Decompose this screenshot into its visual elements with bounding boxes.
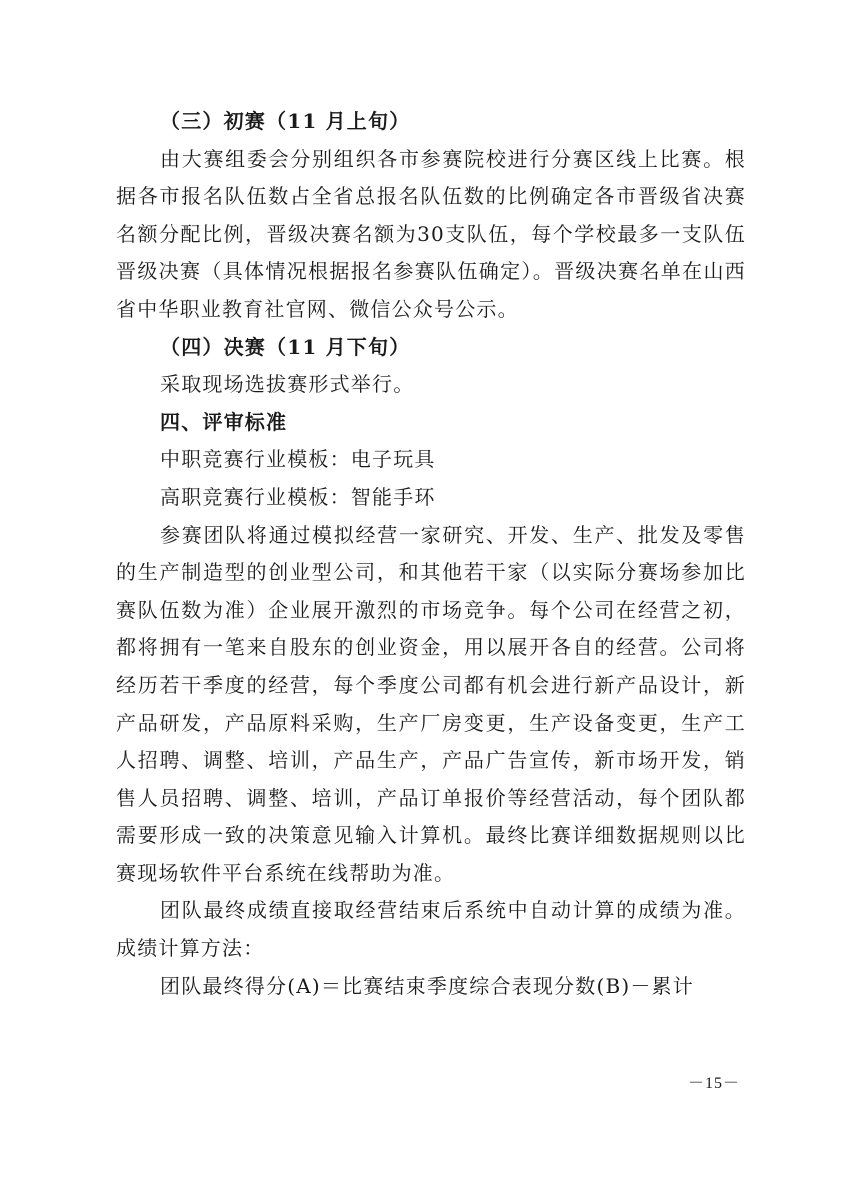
template-higher: 高职竞赛行业模板：智能手环 <box>160 484 436 509</box>
template-secondary: 中职竞赛行业模板：电子玩具 <box>160 447 436 472</box>
paragraph-competition: 参赛团队将通过模拟经营一家研究、开发、生产、批发及零售的生产制造型的创业型公司，和其他若干家（以实际分赛场参加比赛队伍数为准）企业展开激烈的市场竞争。每个公司在经营之初，都将拥有一笔来自股东的创业资金，用以展开各自的经营。公司将经历若干季度的经营，每个季度公司都有机会进行新产品设计，新产品研发，产品原料采购，生产厂房变更，生产设备变更，生产工人招聘、调整、培训，产品生产，产品广告宣传，新市场开发，销售人员招聘、调整、培训，产品订单报价等经营活动，每个团队都需要形成一致的决策意见输入计算机。最终比赛详细数据规则以比赛现场软件平台系统在线帮助为准。 <box>116 522 746 885</box>
section-3-body: 由大赛组委会分别组织各市参赛院校进行分赛区线上比赛。根据各市报名队伍数占全省总报名队伍数的比例确定各市晋级省决赛名额分配比例，晋级决赛名额为30支队伍，每个学校最多一支队伍晋级决赛（具体情况根据报名参赛队伍确定）。晋级决赛名单在山西省中华职业教育社官网、微信公众号公示。 <box>116 146 746 321</box>
page-number: －15－ <box>687 1075 740 1092</box>
paragraph-formula: 团队最终得分(A)＝比赛结束季度综合表现分数(B)－累计 <box>160 973 694 998</box>
section-3-title: （三）初赛（11 月上旬） <box>160 109 411 133</box>
chapter-4-title: 四、评审标准 <box>160 409 288 434</box>
paragraph-score: 团队最终成绩直接取经营结束后系统中自动计算的成绩为准。成绩计算方法： <box>116 898 746 961</box>
section-4-title: （四）决赛（11 月下旬） <box>160 334 411 359</box>
document-body <box>116 103 746 1005</box>
section-4-body: 采取现场选拔赛形式举行。 <box>160 372 415 397</box>
